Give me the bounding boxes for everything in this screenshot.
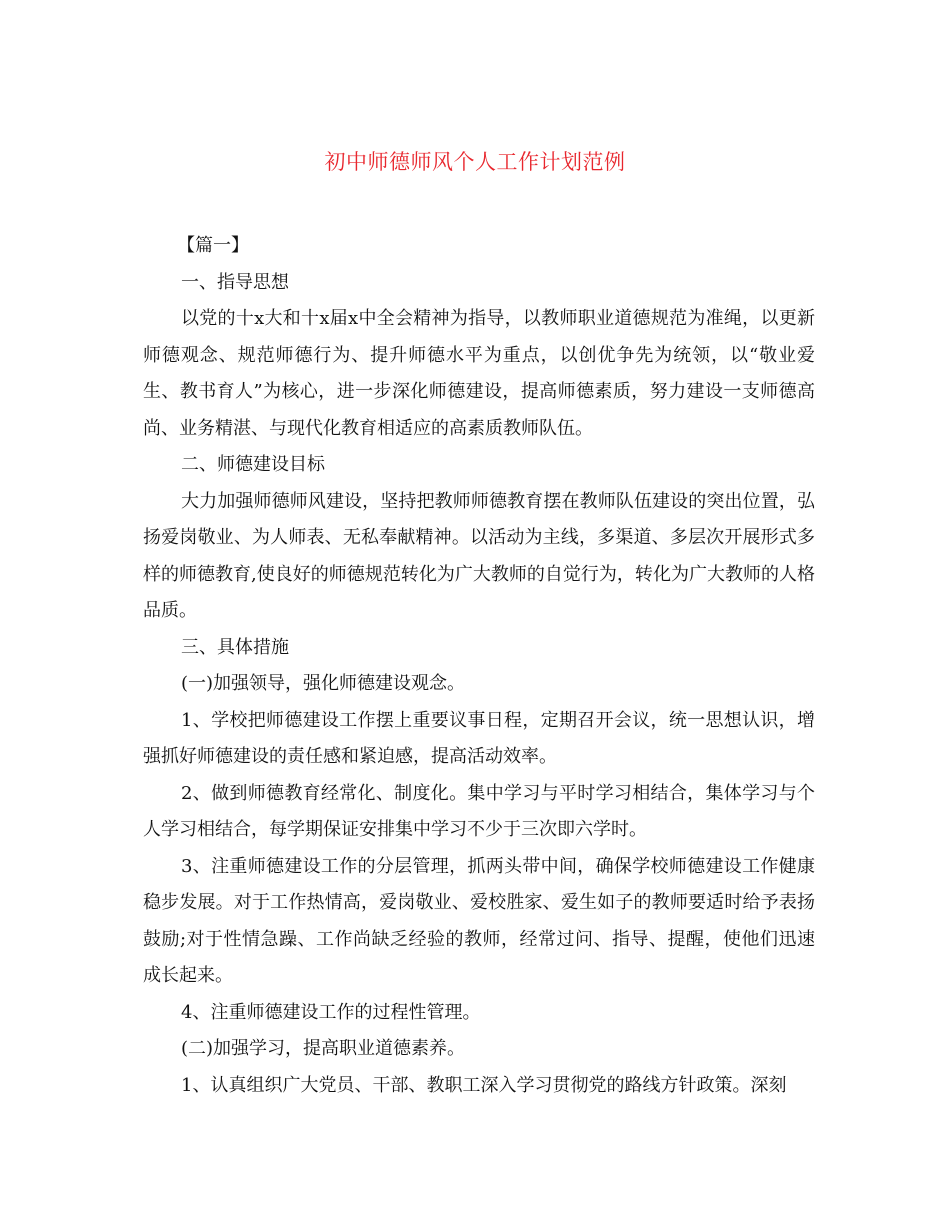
section-heading: 二、师德建设目标 [181,454,325,475]
document-body [143,228,815,1104]
document-title: 初中师德师风个人工作计划范例 [324,150,626,174]
section-marker: 【篇一】 [177,235,249,256]
body-paragraph: 1、认真组织广大党员、干部、教职工深入学习贯彻党的路线方针政策。深刻 [181,1074,787,1096]
subsection-heading: (二)加强学习，提高职业道德素养。 [181,1038,466,1059]
body-paragraph: 2、做到师德教育经常化、制度化。集中学习与平时学习相结合，集体学习与个人学习相结合，每学期保证安排集中学习不少于三次即六学时。 [143,782,815,840]
body-paragraph: 以党的十x大和十x届x中全会精神为指导，以教师职业道德规范为准绳，以更新师德观念、规范师德行为、提升师德水平为重点，以创优争先为统领，以“敬业爱生、教书育人”为核心，进一步深化师德建设，提高师德素质，努力建设一支师德高尚、业务精湛、与现代化教育相适应的高素质教师队伍。 [143,308,815,439]
body-paragraph: 大力加强师德师风建设，坚持把教师师德教育摆在教师队伍建设的突出位置，弘扬爱岗敬业、为人师表、无私奉献精神。以活动为主线，多渠道、多层次开展形式多样的师德教育,使良好的师德规范转化为广大教师的自觉行为，转化为广大教师的人格品质。 [143,490,815,621]
body-paragraph: 4、注重师德建设工作的过程性管理。 [181,1001,481,1023]
section-heading: 三、具体措施 [181,636,289,658]
section-heading: 一、指导思想 [181,271,289,293]
body-paragraph: 1、学校把师德建设工作摆上重要议事日程，定期召开会议，统一思想认识，增强抓好师德建设的责任感和紧迫感，提高活动效率。 [143,709,815,767]
body-paragraph: 3、注重师德建设工作的分层管理，抓两头带中间，确保学校师德建设工作健康稳步发展。对于工作热情高，爱岗敬业、爱校胜家、爱生如子的教师要适时给予表扬鼓励;对于性情急躁、工作尚缺乏经验的教师，经常过问、指导、提醒，使他们迅速成长起来。 [143,855,815,986]
subsection-heading: (一)加强领导，强化师德建设观念。 [181,673,466,694]
